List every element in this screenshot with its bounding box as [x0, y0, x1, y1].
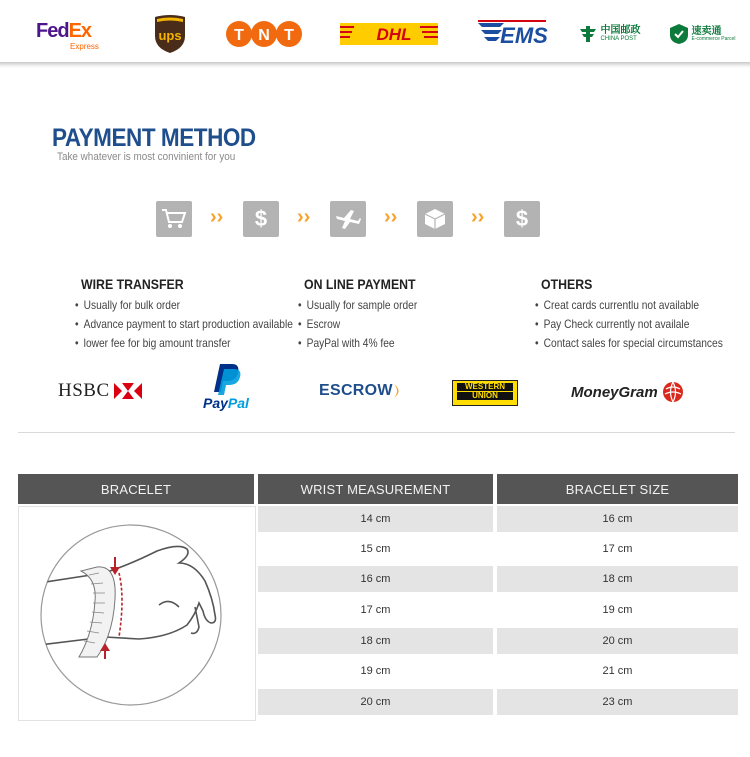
moneygram-globe-icon — [662, 381, 684, 403]
list-item: • PayPal with 4% fee — [298, 334, 417, 353]
table-cell-wrist: 16 cm — [258, 566, 493, 592]
carrier-logo-strip — [0, 0, 750, 64]
list-item: • Usually for bulk order — [75, 296, 293, 315]
wire-transfer-title: WIRE TRANSFER — [81, 276, 184, 292]
others-list — [535, 296, 723, 353]
list-item: • Contact sales for special circumstances — [535, 334, 723, 353]
wrist-measuring-illustration — [18, 506, 256, 721]
dollar-icon: $ — [504, 201, 540, 237]
package-icon — [417, 201, 453, 237]
hsbc-logo: HSBC — [58, 380, 142, 402]
svg-text:N: N — [258, 27, 270, 44]
plane-icon — [330, 201, 366, 237]
tnt-logo — [224, 14, 304, 54]
table-cell-wrist: 19 cm — [258, 658, 493, 684]
chevron-right-icon: ›› — [471, 206, 485, 228]
column-header-bracelet: BRACELET — [18, 474, 254, 504]
china-post-logo: 中国邮政 CHINA POST — [576, 14, 642, 54]
cart-icon — [156, 201, 192, 237]
column-header-wrist-measurement: WRIST MEASUREMENT — [258, 474, 493, 504]
payment-method-subtitle: Take whatever is most convinient for you — [57, 151, 236, 163]
online-payment-list — [298, 296, 417, 353]
others-title: OTHERS — [541, 276, 593, 292]
list-item: • Usually for sample order — [298, 296, 417, 315]
table-cell-size: 23 cm — [497, 689, 738, 715]
table-cell-size: 18 cm — [497, 566, 738, 592]
list-item: • Creat cards currentlu not available — [535, 296, 723, 315]
moneygram-logo: MoneyGram — [571, 381, 684, 403]
china-post-icon — [578, 24, 598, 44]
hsbc-hexagon-icon — [114, 383, 142, 399]
svg-text:ups: ups — [158, 28, 182, 43]
section-divider — [18, 432, 735, 433]
table-cell-size: 17 cm — [497, 536, 738, 562]
table-cell-wrist: 18 cm — [258, 628, 493, 654]
western-union-logo: WESTERN UNION — [452, 380, 518, 406]
chevron-right-icon: ›› — [297, 206, 311, 228]
table-cell-size: 19 cm — [497, 597, 738, 623]
escrow-arrow-icon — [393, 383, 405, 399]
dhl-logo — [340, 14, 438, 54]
chevron-right-icon: ›› — [210, 206, 224, 228]
ems-logo — [478, 14, 548, 54]
ecommerce-parcel-logo: 速卖通 E-commerce Parcel — [666, 14, 738, 54]
svg-text:DHL: DHL — [376, 25, 412, 44]
table-cell-wrist: 17 cm — [258, 597, 493, 623]
table-cell-size: 20 cm — [497, 628, 738, 654]
fedex-logo: FedEx Express — [36, 20, 99, 51]
svg-text:T: T — [284, 27, 294, 44]
list-item: • Advance payment to start production available — [75, 315, 293, 334]
svg-text:T: T — [234, 27, 244, 44]
table-cell-wrist: 14 cm — [258, 506, 493, 532]
list-item: • Escrow — [298, 315, 417, 334]
dollar-icon: $ — [243, 201, 279, 237]
column-header-bracelet-size: BRACELET SIZE — [497, 474, 738, 504]
paypal-logo: PayPal — [200, 362, 256, 414]
list-item: • lower fee for big amount transfer — [75, 334, 293, 353]
paypal-p-icon — [200, 362, 256, 396]
online-payment-title: ON LINE PAYMENT — [304, 276, 416, 292]
table-cell-wrist: 15 cm — [258, 536, 493, 562]
table-cell-size: 16 cm — [497, 506, 738, 532]
table-cell-size: 21 cm — [497, 658, 738, 684]
payment-method-title: PAYMENT METHOD — [52, 124, 256, 152]
table-cell-wrist: 20 cm — [258, 689, 493, 715]
svg-text:EMS: EMS — [500, 23, 548, 48]
parcel-shield-icon — [669, 23, 689, 45]
list-item: • Pay Check currently not availale — [535, 315, 723, 334]
escrow-logo: ESCROW — [319, 382, 405, 400]
ups-logo — [150, 14, 190, 54]
chevron-right-icon: ›› — [384, 206, 398, 228]
header-divider — [0, 62, 750, 68]
wire-transfer-list — [75, 296, 293, 353]
